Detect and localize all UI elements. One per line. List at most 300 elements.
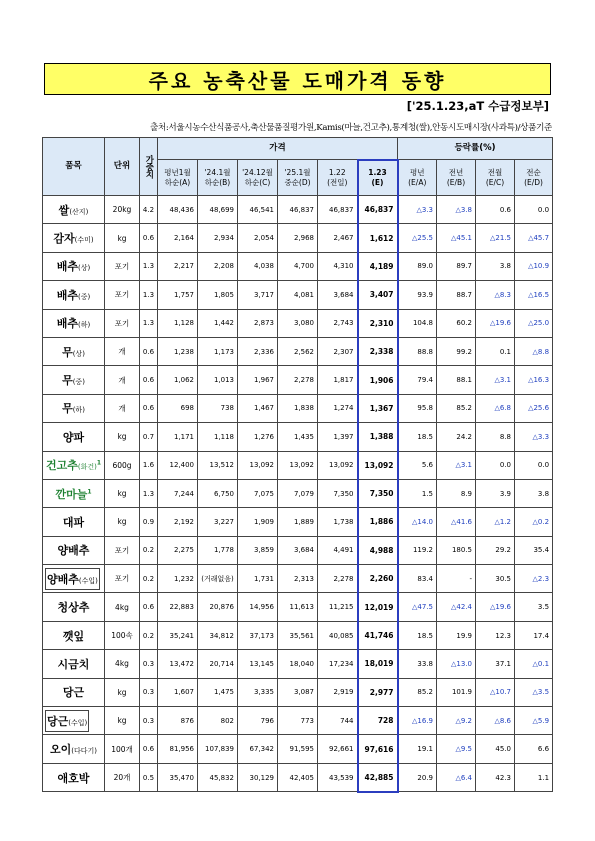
change-rate-cell: △2.3 [515,565,553,593]
price-cell: 46,837 [318,196,358,224]
column-header-line: 평년 [410,168,425,178]
table-row [43,337,553,365]
weight-cell: 0.2 [140,621,158,649]
change-rate-cell: △25.0 [515,309,553,337]
price-today-cell: 12,019 [358,593,398,621]
weight-cell: 0.2 [140,565,158,593]
item-name-cell [43,479,105,507]
price-cell: 1,171 [158,423,198,451]
item-label: 감자 [53,232,75,246]
item-qualifier: (수입) [78,576,98,585]
change-rate-cell: 93.9 [398,281,437,309]
change-rate-cell: △16.9 [398,707,437,735]
change-rate-cell: - [437,565,476,593]
price-cell: 7,075 [238,479,278,507]
price-cell: 796 [238,707,278,735]
unit-cell: kg [105,224,140,252]
change-rate-cell: 18.5 [398,621,437,649]
price-cell: 2,054 [238,224,278,252]
item-qualifier: (중) [78,292,91,301]
price-cell: 35,470 [158,763,198,791]
change-rate-cell: 3.5 [515,593,553,621]
price-cell: 13,092 [278,451,318,479]
price-cell: 3,227 [198,508,238,536]
price-today-cell: 2,310 [358,309,398,337]
column-header-line: '24.12월 [242,168,273,178]
price-today-cell: 2,977 [358,678,398,706]
item-label: 배추 [56,317,79,331]
price-cell: 37,173 [238,621,278,649]
item-name-cell [43,337,105,365]
page-title: 주요 농축산물 도매가격 동향 [44,63,551,95]
table-row [43,621,553,649]
table-row [43,451,553,479]
change-rate-cell: △0.1 [515,650,553,678]
change-rate-cell: 42.3 [476,763,515,791]
item-label: 당근 [62,686,85,700]
change-rate-cell: 35.4 [515,536,553,564]
item-name [63,630,84,643]
price-cell: 11,215 [318,593,358,621]
price-cell: 34,812 [198,621,238,649]
item-qualifier: (하) [72,406,85,415]
item-footnote: 1 [87,487,92,495]
change-rate-cell: 30.5 [476,565,515,593]
change-rate-cell: 101.9 [437,678,476,706]
column-header-line: 평년1월 [164,168,191,178]
price-today-cell: 4,189 [358,252,398,280]
change-rate-cell: 180.5 [437,536,476,564]
price-today-cell: 728 [358,707,398,735]
column-header [278,160,318,196]
weight-cell: 0.3 [140,707,158,735]
column-header-line: (E/A) [408,177,427,187]
item-label: 무 [62,402,73,416]
change-rate-cell: 88.7 [437,281,476,309]
change-rate-cell: △19.6 [476,593,515,621]
item-qualifier: (다다기) [71,747,97,756]
price-cell: 13,512 [198,451,238,479]
item-name [46,459,101,472]
price-cell: 773 [278,707,318,735]
price-cell: 1,838 [278,394,318,422]
price-cell: 107,839 [198,735,238,763]
table-row [43,423,553,451]
column-header [515,160,553,196]
unit-cell: 포기 [105,309,140,337]
item-name-cell [43,763,105,791]
price-cell: 13,092 [318,451,358,479]
item-label: 양배추 [47,572,79,586]
price-cell: 876 [158,707,198,735]
column-header-line: 하순(C) [244,177,271,187]
change-rate-cell: △45.1 [437,224,476,252]
item-label: 깐마늘 [55,487,88,501]
item-label: 쌀 [58,203,70,217]
weight-cell: 1.6 [140,451,158,479]
change-rate-cell: △0.2 [515,508,553,536]
item-name [63,686,84,699]
price-cell: 48,436 [158,196,198,224]
item-qualifier: (중) [72,378,85,387]
price-today-cell: 18,019 [358,650,398,678]
change-rate-cell: 104.8 [398,309,437,337]
item-name-cell [43,309,105,337]
item-name-cell [43,366,105,394]
price-cell: 738 [198,394,238,422]
item-qualifier: (화건) [77,463,97,472]
change-rate-cell: 79.4 [398,366,437,394]
change-rate-cell: 3.8 [476,252,515,280]
change-rate-cell: △14.0 [398,508,437,536]
item-name-cell [43,394,105,422]
price-table [42,137,553,793]
header-item: 품목 [43,138,105,196]
change-rate-cell: 45.0 [476,735,515,763]
price-cell: 1,173 [198,337,238,365]
column-header-line: '25.1월 [284,168,311,178]
item-label: 양파 [62,430,85,444]
change-rate-cell: 8.9 [437,479,476,507]
price-cell: 18,040 [278,650,318,678]
price-cell: 1,442 [198,309,238,337]
header-unit: 단위 [105,138,140,196]
unit-cell: kg [105,479,140,507]
change-rate-cell: 6.6 [515,735,553,763]
header-change-group: 등락률(%) [398,138,553,160]
price-cell: 92,661 [318,735,358,763]
change-rate-cell: △10.7 [476,678,515,706]
price-cell: 43,539 [318,763,358,791]
change-rate-cell: 24.2 [437,423,476,451]
change-rate-cell: △3.1 [437,451,476,479]
price-today-cell: 1,906 [358,366,398,394]
weight-cell: 0.6 [140,337,158,365]
weight-cell: 0.7 [140,423,158,451]
price-cell: 4,310 [318,252,358,280]
change-rate-cell: 19.1 [398,735,437,763]
price-cell: 2,278 [318,565,358,593]
table-row [43,650,553,678]
change-rate-cell: △9.2 [437,707,476,735]
price-cell: 2,919 [318,678,358,706]
column-header-line: 1.22 [328,168,346,178]
price-cell: 2,313 [278,565,318,593]
item-name [62,402,85,415]
column-header-line: 전순 [526,168,541,178]
source-note: 출처:서울시농수산식품공사,축산물품질평가원,Kamis(마늘,건고추),통계청(쌀),안동시도매시장(사과특)/상품기준 [149,123,552,133]
column-header [238,160,278,196]
item-qualifier: (상) [72,349,85,358]
price-cell: 1,062 [158,366,198,394]
column-header-line: 하순(A) [164,177,191,187]
table-row [43,763,553,791]
price-cell: 17,234 [318,650,358,678]
item-name [57,317,91,330]
unit-cell: 4kg [105,593,140,621]
price-cell: 14,956 [238,593,278,621]
change-rate-cell: △19.6 [476,309,515,337]
item-qualifier: (수입) [68,718,88,727]
item-label: 건고추 [45,459,78,473]
table-row [43,479,553,507]
change-rate-cell: 0.1 [476,337,515,365]
item-name [53,232,93,245]
unit-cell: kg [105,678,140,706]
change-rate-cell: 0.0 [476,451,515,479]
header-weight: 가중치 [140,138,158,196]
change-rate-cell: 85.2 [437,394,476,422]
price-cell: 1,757 [158,281,198,309]
price-cell: 48,699 [198,196,238,224]
price-cell: 2,743 [318,309,358,337]
item-name [63,516,84,529]
column-header [158,160,198,196]
weight-cell: 0.6 [140,593,158,621]
price-cell: 1,805 [198,281,238,309]
item-name-cell [43,224,105,252]
unit-cell: 개 [105,337,140,365]
change-rate-cell: △16.3 [515,366,553,394]
change-rate-cell: △41.6 [437,508,476,536]
column-header-line: 1.23 [368,168,387,178]
item-name-cell [43,508,105,536]
price-cell: 4,491 [318,536,358,564]
unit-cell: 포기 [105,565,140,593]
price-cell: 1,118 [198,423,238,451]
price-today-cell: 46,837 [358,196,398,224]
price-cell: 11,613 [278,593,318,621]
change-rate-cell: △47.5 [398,593,437,621]
item-name-cell [43,621,105,649]
column-header-line: (E/C) [485,177,505,187]
weight-cell: 1.3 [140,479,158,507]
column-header-line: 하순(B) [204,177,231,187]
change-rate-cell: △3.8 [437,196,476,224]
item-name-cell [43,650,105,678]
change-rate-cell: 83.4 [398,565,437,593]
table-row [43,508,553,536]
price-cell: 4,081 [278,281,318,309]
price-cell: 1,475 [198,678,238,706]
item-name [55,488,91,501]
price-cell: 2,164 [158,224,198,252]
column-header-line: (전일) [327,177,348,187]
change-rate-cell: 33.8 [398,650,437,678]
item-name [58,601,90,614]
column-header [318,160,358,196]
table-row [43,536,553,564]
unit-cell: 포기 [105,252,140,280]
price-cell: 2,307 [318,337,358,365]
price-today-cell: 2,338 [358,337,398,365]
price-cell: 2,467 [318,224,358,252]
weight-cell: 1.3 [140,309,158,337]
unit-cell: 600g [105,451,140,479]
change-rate-cell: 37.1 [476,650,515,678]
column-header [398,160,437,196]
item-label: 애호박 [57,771,90,785]
change-rate-cell: 1.5 [398,479,437,507]
item-label: 무 [62,345,73,359]
price-today-cell: 1,612 [358,224,398,252]
weight-cell: 0.6 [140,366,158,394]
change-rate-cell: △6.8 [476,394,515,422]
item-label: 당근 [47,714,69,728]
price-cell: 2,192 [158,508,198,536]
column-header-line: 전년 [448,168,464,178]
price-cell: 1,889 [278,508,318,536]
price-cell: 20,876 [198,593,238,621]
column-header-line: 전월 [487,168,503,178]
change-rate-cell: △8.3 [476,281,515,309]
price-cell: 698 [158,394,198,422]
price-cell: 42,405 [278,763,318,791]
item-name [58,658,90,671]
item-name [59,204,89,217]
price-cell: 2,278 [278,366,318,394]
change-rate-cell: △42.4 [437,593,476,621]
table-row [43,366,553,394]
unit-cell: 100개 [105,735,140,763]
item-name-cell [43,451,105,479]
price-cell: 1,238 [158,337,198,365]
unit-cell: 포기 [105,536,140,564]
price-cell: 1,817 [318,366,358,394]
item-label: 대파 [62,515,85,529]
item-label: 배추 [56,288,79,302]
item-name [50,743,97,756]
item-footnote: 1 [96,459,102,467]
price-cell: 1,435 [278,423,318,451]
item-name-cell [43,735,105,763]
price-cell: 13,472 [158,650,198,678]
price-cell: 20,714 [198,650,238,678]
item-label: 양배추 [57,544,90,558]
report-date: ['25.1.23,aT 수급정보부] [406,99,549,113]
change-rate-cell: 119.2 [398,536,437,564]
price-cell: 2,336 [238,337,278,365]
unit-cell: kg [105,423,140,451]
weight-cell: 0.6 [140,394,158,422]
item-label: 깻잎 [62,629,85,643]
price-today-cell: 13,092 [358,451,398,479]
change-rate-cell: 8.8 [476,423,515,451]
change-rate-cell: 88.8 [398,337,437,365]
change-rate-cell: 18.5 [398,423,437,451]
unit-cell: 4kg [105,650,140,678]
change-rate-cell: △3.5 [515,678,553,706]
table-row [43,735,553,763]
price-cell: 2,562 [278,337,318,365]
table-row [43,593,553,621]
column-header [476,160,515,196]
item-name [63,431,84,444]
price-cell: 6,750 [198,479,238,507]
item-qualifier: (산지) [69,207,89,216]
change-rate-cell: △6.4 [437,763,476,791]
price-cell: 7,079 [278,479,318,507]
table-row [43,565,553,593]
table-row [43,678,553,706]
change-rate-cell: △8.8 [515,337,553,365]
change-rate-cell: 29.2 [476,536,515,564]
change-rate-cell: △3.3 [515,423,553,451]
change-rate-cell: 1.1 [515,763,553,791]
change-rate-cell: △10.9 [515,252,553,280]
price-cell: 46,541 [238,196,278,224]
price-cell: 3,335 [238,678,278,706]
column-header-line: 중순(D) [284,177,311,187]
price-cell: 1,909 [238,508,278,536]
price-cell: 67,342 [238,735,278,763]
price-cell: 744 [318,707,358,735]
column-header-line: (E/B) [446,177,466,187]
table-row [43,224,553,252]
weight-cell: 0.3 [140,650,158,678]
item-label: 무 [62,374,73,388]
change-rate-cell: △21.5 [476,224,515,252]
price-cell: 46,837 [278,196,318,224]
price-cell: 3,080 [278,309,318,337]
column-header [198,160,238,196]
price-cell: 1,397 [318,423,358,451]
weight-cell: 0.6 [140,224,158,252]
change-rate-cell: 89.7 [437,252,476,280]
column-header [437,160,476,196]
change-rate-cell: 99.2 [437,337,476,365]
change-rate-cell: △3.3 [398,196,437,224]
item-name [45,568,100,590]
item-label: 청상추 [57,601,90,615]
unit-cell: kg [105,508,140,536]
unit-cell: 포기 [105,281,140,309]
table-row [43,196,553,224]
change-rate-cell: △3.1 [476,366,515,394]
unit-cell: kg [105,707,140,735]
change-rate-cell: 17.4 [515,621,553,649]
price-cell: 1,276 [238,423,278,451]
price-cell: 2,275 [158,536,198,564]
change-rate-cell: 60.2 [437,309,476,337]
weight-cell: 0.2 [140,536,158,564]
change-rate-cell: △13.0 [437,650,476,678]
price-cell: 3,684 [318,281,358,309]
unit-cell: 100속 [105,621,140,649]
item-name-cell [43,536,105,564]
change-rate-cell: 85.2 [398,678,437,706]
unit-cell: 20개 [105,763,140,791]
price-cell: 1,738 [318,508,358,536]
change-rate-cell: 19.9 [437,621,476,649]
item-name [62,346,85,359]
item-name-cell [43,707,105,735]
price-cell: 3,859 [238,536,278,564]
table-row [43,309,553,337]
price-cell: 22,883 [158,593,198,621]
change-rate-cell: △5.9 [515,707,553,735]
item-qualifier: (수미) [74,236,94,245]
weight-cell: 0.6 [140,735,158,763]
table-row [43,394,553,422]
item-name [58,544,90,557]
unit-cell: 개 [105,366,140,394]
change-rate-cell: △25.6 [515,394,553,422]
change-rate-cell: 0.0 [515,196,553,224]
price-today-cell: 41,746 [358,621,398,649]
item-label: 시금치 [57,657,90,671]
price-cell: 3,087 [278,678,318,706]
